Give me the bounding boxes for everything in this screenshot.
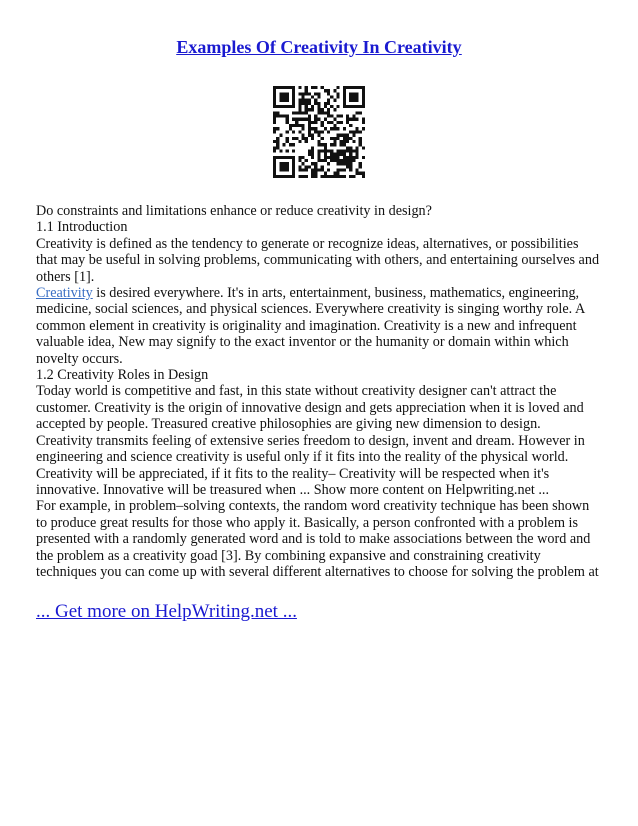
question-line: Do constraints and limitations enhance or reduce creativity in design? (36, 203, 432, 219)
creativity-paragraph-text: is desired everywhere. It's in arts, entertainment, business, mathematics, engineering, medicine, social sciences, and physical sciences. Everywhere creativity is singing worthy role. A common element in creativity is originality and imagination. Creativity is a new and infrequent valuable idea, New may signify to the exact inventor or the humanity or domain within which novelty occurs. (36, 285, 585, 367)
roles-paragraph-1: Today world is competitive and fast, in this state without creativity designer can't attract the customer. Creativity is the origin of innovative design and gets appreciation when it is loved and accepted by people. Treasured creative philosophies are giving new dimension to design. (36, 383, 584, 433)
document-title[interactable] (0, 36, 638, 58)
title-link[interactable]: Examples Of Creativity In Creativity (176, 37, 462, 57)
document-body (36, 203, 602, 580)
get-more-link[interactable]: ... Get more on HelpWriting.net ... (36, 601, 297, 622)
section-heading-introduction: 1.1 Introduction (36, 219, 128, 236)
creativity-paragraph (36, 285, 602, 367)
section-heading-roles: 1.2 Creativity Roles in Design (36, 367, 209, 384)
creativity-link[interactable]: Creativity (36, 285, 93, 302)
qr-code-icon (273, 86, 365, 178)
roles-paragraph-3: For example, in problem–solving contexts, the random word creativity technique has been shown to produce great results for those who apply it. Basically, a person confronted with a problem is presented with a randomly generated word and is told to make associations between the word and the problem as a creativity goad [3]. By combining expansive and constraining creativity techniques you can come up with several different alternatives to choose for solving the problem at (36, 498, 599, 580)
roles-paragraph-2: Creativity transmits feeling of extensive series freedom to design, invent and dream. However in engineering and science creativity is useful only if it fits into the reality of the physical world. Creativity will be appreciated, if it fits to the reality– Creativity will be respected when it's innovative. Innovative will be treasured when ... Show more content on Helpwriting.net ... (36, 432, 585, 498)
introduction-paragraph: Creativity is defined as the tendency to generate or recognize ideas, alternatives, or possibilities that may be useful in solving problems, communicating with others, and entertaining ourselves and others [1]. (36, 235, 600, 285)
